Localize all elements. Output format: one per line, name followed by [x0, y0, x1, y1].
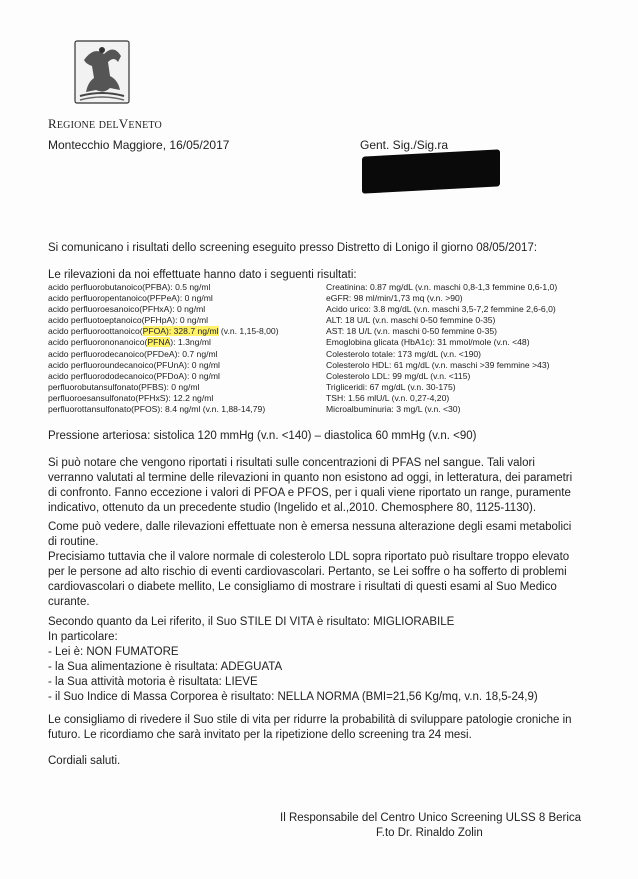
text-line: Le consigliamo di rivedere il Suo stile di vita per ridurre la probabilità di sviluppare patologie croniche in — [48, 714, 572, 726]
pfoa-highlight: PFOA): 328.7 ng/ml — [142, 326, 219, 337]
pfas-note-paragraph — [48, 456, 593, 516]
result-row: eGFR: 98 ml/min/1,73 mq (v.n. >90) — [326, 293, 463, 304]
text-line: verranno valutati al termine delle rilevazioni in quanto non esistono ad oggi, in letteratura, dei parametri — [48, 472, 573, 484]
result-row: Trigliceridi: 67 mg/dL (v.n. 30-175) — [326, 381, 456, 392]
result-row: acido perfluorodecanoico(PFDeA): 0.7 ng/ml — [48, 348, 218, 359]
signature-name: F.to Dr. Rinaldo Zolin — [376, 827, 483, 839]
text-line: - il Suo Indice di Massa Corporea è risultato: NELLA NORMA (BMI=21,56 Kg/mq, v.n. 18,5-24,9) — [48, 691, 538, 703]
text-line: di routine. — [48, 536, 99, 548]
result-row: acido perfluorobutanoico(PFBA): 0.5 ng/ml — [48, 282, 211, 292]
result-row: perfluorottansulfonato(PFOS): 8.4 ng/ml (v.n. 1,88-14,79) — [48, 404, 266, 415]
text-line: Secondo quanto da Lei riferito, il Suo STILE DI VITA è risultato: MIGLIORABILE — [48, 616, 455, 628]
text-line: - la Sua alimentazione è risultata: ADEGUATA — [48, 661, 283, 673]
result-row: Microalbuminuria: 3 mg/L (v.n. <30) — [326, 404, 461, 415]
metabolic-results-column — [326, 282, 606, 415]
text-line: futuro. Le ricordiamo che sarà invitato per la ripetizione dello screening tra 24 mesi. — [48, 729, 472, 741]
text-line: Come può vedere, dalle rilevazioni effettuate non è emersa nessuna alterazione degli esami metabolici — [48, 521, 572, 533]
result-row: Acido urico: 3.8 mg/dL (v.n. maschi 3,5-7,2 femmine 2,6-6,0) — [326, 304, 556, 315]
result-row: acido perfluoropentanoico(PFPeA): 0 ng/ml — [48, 293, 213, 304]
text-line: - la Sua attività motoria è risultata: LIEVE — [48, 676, 258, 688]
result-row: Colesterolo LDL: 99 mg/dL (v.n. <115) — [326, 370, 471, 381]
place-date: Montecchio Maggiore, 16/05/2017 — [48, 138, 230, 152]
redacted-recipient-name — [362, 149, 500, 193]
signature-title: Il Responsabile del Centro Unico Screening ULSS 8 Berica — [280, 812, 582, 824]
result-row: Emoglobina glicata (HbA1c): 31 mmol/mole (v.n. <48) — [326, 337, 530, 348]
result-row: TSH: 1.56 mlU/L (v.n. 0,27-4,20) — [326, 392, 450, 403]
result-row: acido perfluoroundecanoico(PFUnA): 0 ng/ml — [48, 359, 220, 370]
region-crest-logo — [74, 40, 130, 104]
result-row: acido perfluorododecanoico(PFDoA): 0 ng/ml — [48, 370, 220, 381]
advice-paragraph — [48, 713, 593, 743]
metabolic-note-paragraph — [48, 520, 593, 610]
result-row: Creatinina: 0.87 mg/dL (v.n. maschi 0,8-1,3 femmine 0,6-1,0) — [326, 282, 558, 292]
text-line: per le persone ad alto rischio di eventi cardiovascolari. Pertanto, se Lei soffre o ha sofferto di problemi — [48, 566, 567, 578]
text-line: Precisiamo tuttavia che il valore normale di colesterolo LDL sopra riportato può risultare troppo elevato — [48, 551, 570, 563]
recipient-salutation: Gent. Sig./Sig.ra — [360, 138, 449, 152]
text-line: Si può notare che vengono riportati i risultati sulle concentrazioni di PFAS nel sangue. Tali valori — [48, 457, 535, 469]
text-line: indicativo, ottenuto da un precedente studio (Ingelido et al.,2010. Chemosphere 80, 1125-1130). — [48, 502, 537, 514]
signature-block — [280, 811, 581, 841]
closing-greeting: Cordiali saluti. — [48, 755, 121, 767]
result-row-pfoa: acido perfluoroottanoico(PFOA): 328.7 ng/ml (v.n. 1,15-8,00) — [48, 326, 279, 337]
result-row-pfna: acido perfluorononanoico(PFNA): 1.3ng/ml — [48, 337, 211, 348]
result-row: AST: 18 U/L (v.n. maschi 0-50 femmine 0-35) — [326, 326, 497, 337]
text-line: - Lei è: NON FUMATORE — [48, 646, 179, 658]
text-line: cardiovascolari o diabete mellito, Le consigliamo di mostrare i risultati di questi esami al Suo Medico — [48, 581, 557, 593]
result-row: Colesterolo HDL: 61 mg/dL (v.n. maschi >39 femmine >43) — [326, 359, 550, 370]
results-intro: Le rilevazioni da noi effettuate hanno dato i seguenti risultati: — [48, 269, 357, 281]
result-row: Colesterolo totale: 173 mg/dL (v.n. <190) — [326, 348, 482, 359]
pfas-results-column — [48, 282, 333, 415]
text-line: curante. — [48, 596, 90, 608]
text-line: di confronto. Fanno eccezione i valori di PFOA e PFOS, per i quali viene riportato un range, puramente — [48, 487, 571, 499]
result-row: perfluoroesansulfonato(PFHxS): 12.2 ng/ml — [48, 392, 214, 403]
pfna-highlight: PFNA — [147, 337, 171, 348]
lifestyle-paragraph — [48, 615, 593, 705]
region-name: REGIONE DELVENETO — [48, 116, 162, 131]
result-row: acido perfluoroesanoico(PFHxA): 0 ng/ml — [48, 304, 206, 315]
intro-text: Si comunicano i risultati dello screening eseguito presso Distretto di Lonigo il giorno 08/05/2017: — [48, 242, 538, 254]
result-row: perfluorobutansulfonato(PFBS): 0 ng/ml — [48, 381, 200, 392]
result-row: acido perfluotoeptanoico(PFHpA): 0 ng/ml — [48, 315, 209, 326]
text-line: In particolare: — [48, 631, 118, 643]
blood-pressure: Pressione arteriosa: sistolica 120 mmHg (v.n. <140) – diastolica 60 mmHg (v.n. <90) — [48, 430, 477, 442]
result-row: ALT: 18 U/L (v.n. maschi 0-50 femmine 0-35) — [326, 315, 496, 326]
